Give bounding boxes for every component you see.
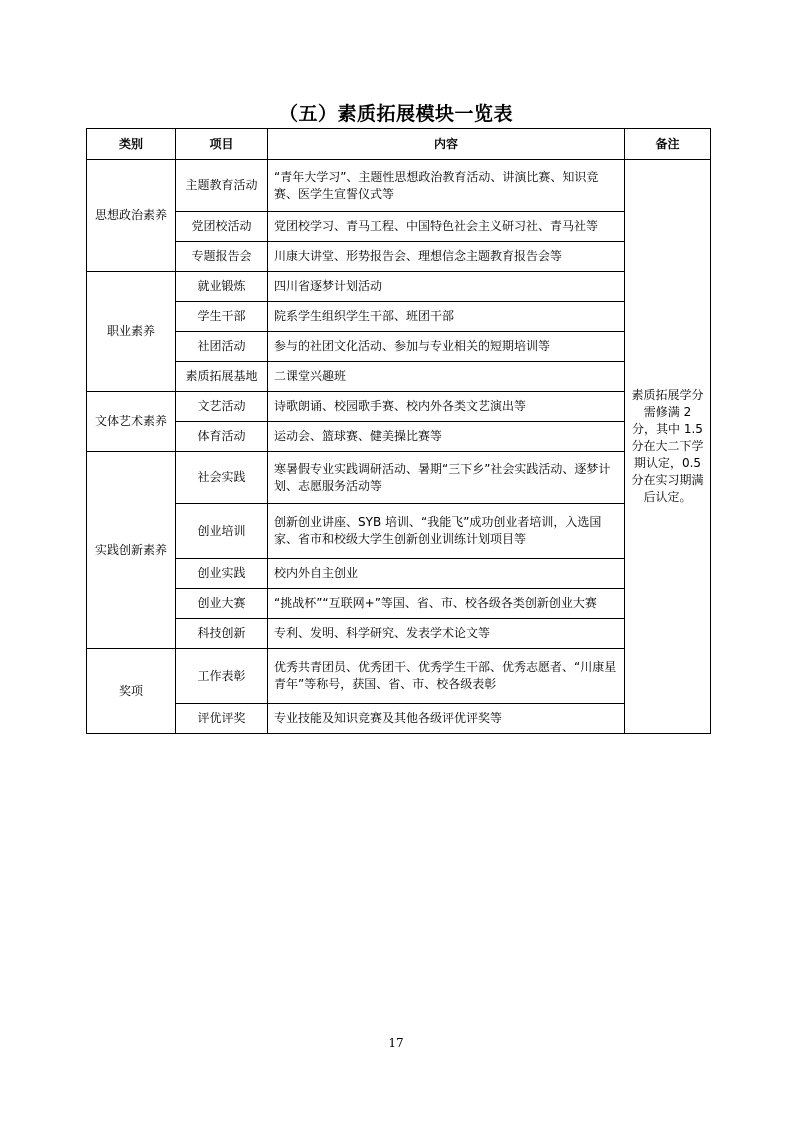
table-row <box>87 649 711 704</box>
category-cell: 思想政治素养 <box>87 160 176 272</box>
table-row <box>87 362 711 392</box>
page-number: 17 <box>388 1036 404 1050</box>
category-cell: 职业素养 <box>87 272 176 392</box>
item-cell: 就业锻炼 <box>176 272 268 302</box>
item-cell: 素质拓展基地 <box>176 362 268 392</box>
header-remark: 备注 <box>625 129 711 160</box>
header-content: 内容 <box>268 129 625 160</box>
content-cell: 川康大讲堂、形势报告会、理想信念主题教育报告会等 <box>268 242 625 272</box>
table-row <box>87 160 711 212</box>
header-item: 项目 <box>176 129 268 160</box>
item-cell: 文艺活动 <box>176 392 268 422</box>
item-cell: 专题报告会 <box>176 242 268 272</box>
item-cell: 社会实践 <box>176 452 268 504</box>
content-cell: 创新创业讲座、SYB 培训、“我能飞”成功创业者培训，入选国家、省市和校级大学生创新创业训练计划项目等 <box>268 504 625 559</box>
table-row <box>87 332 711 362</box>
table-row <box>87 242 711 272</box>
table-row <box>87 452 711 504</box>
content-cell: 二课堂兴趣班 <box>268 362 625 392</box>
content-cell: 党团校学习、青马工程、中国特色社会主义研习社、青马社等 <box>268 212 625 242</box>
item-cell: 党团校活动 <box>176 212 268 242</box>
category-cell: 奖项 <box>87 649 176 734</box>
quality-module-table <box>86 128 711 734</box>
content-cell: 运动会、篮球赛、健美操比赛等 <box>268 422 625 452</box>
page-title: （五）素质拓展模块一览表 <box>278 103 513 125</box>
item-cell: 工作表彰 <box>176 649 268 704</box>
content-cell: 参与的社团文化活动、参加与专业相关的短期培训等 <box>268 332 625 362</box>
content-cell: 诗歌朗诵、校园歌手赛、校内外各类文艺演出等 <box>268 392 625 422</box>
remark-cell: 素质拓展学分需修满 2 分，其中 1.5 分在大二下学期认定，0.5 分在实习期满后认定。 <box>625 160 711 734</box>
table-row <box>87 559 711 589</box>
content-cell: “挑战杯”“互联网+”等国、省、市、校各级各类创新创业大赛 <box>268 589 625 619</box>
content-cell: “青年大学习”、主题性思想政治教育活动、讲演比赛、知识竞赛、医学生宣誓仪式等 <box>268 160 625 212</box>
table-row <box>87 212 711 242</box>
table-header-row <box>87 129 711 160</box>
table-row <box>87 392 711 422</box>
table-row <box>87 302 711 332</box>
table-row <box>87 504 711 559</box>
table-row <box>87 619 711 649</box>
content-cell: 四川省逐梦计划活动 <box>268 272 625 302</box>
item-cell: 学生干部 <box>176 302 268 332</box>
table-row <box>87 272 711 302</box>
content-cell: 校内外自主创业 <box>268 559 625 589</box>
content-cell: 专利、发明、科学研究、发表学术论文等 <box>268 619 625 649</box>
content-cell: 寒暑假专业实践调研活动、暑期“三下乡”社会实践活动、逐梦计划、志愿服务活动等 <box>268 452 625 504</box>
table-row <box>87 589 711 619</box>
content-cell: 专业技能及知识竞赛及其他各级评优评奖等 <box>268 704 625 734</box>
table-row <box>87 704 711 734</box>
content-cell: 优秀共青团员、优秀团干、优秀学生干部、优秀志愿者、“川康星青年”等称号，获国、省、市、校各级表彰 <box>268 649 625 704</box>
item-cell: 创业大赛 <box>176 589 268 619</box>
item-cell: 创业实践 <box>176 559 268 589</box>
item-cell: 科技创新 <box>176 619 268 649</box>
item-cell: 社团活动 <box>176 332 268 362</box>
table-row <box>87 422 711 452</box>
item-cell: 创业培训 <box>176 504 268 559</box>
item-cell: 评优评奖 <box>176 704 268 734</box>
category-cell: 文体艺术素养 <box>87 392 176 452</box>
category-cell: 实践创新素养 <box>87 452 176 649</box>
item-cell: 体育活动 <box>176 422 268 452</box>
content-cell: 院系学生组织学生干部、班团干部 <box>268 302 625 332</box>
header-category: 类别 <box>87 129 176 160</box>
item-cell: 主题教育活动 <box>176 160 268 212</box>
